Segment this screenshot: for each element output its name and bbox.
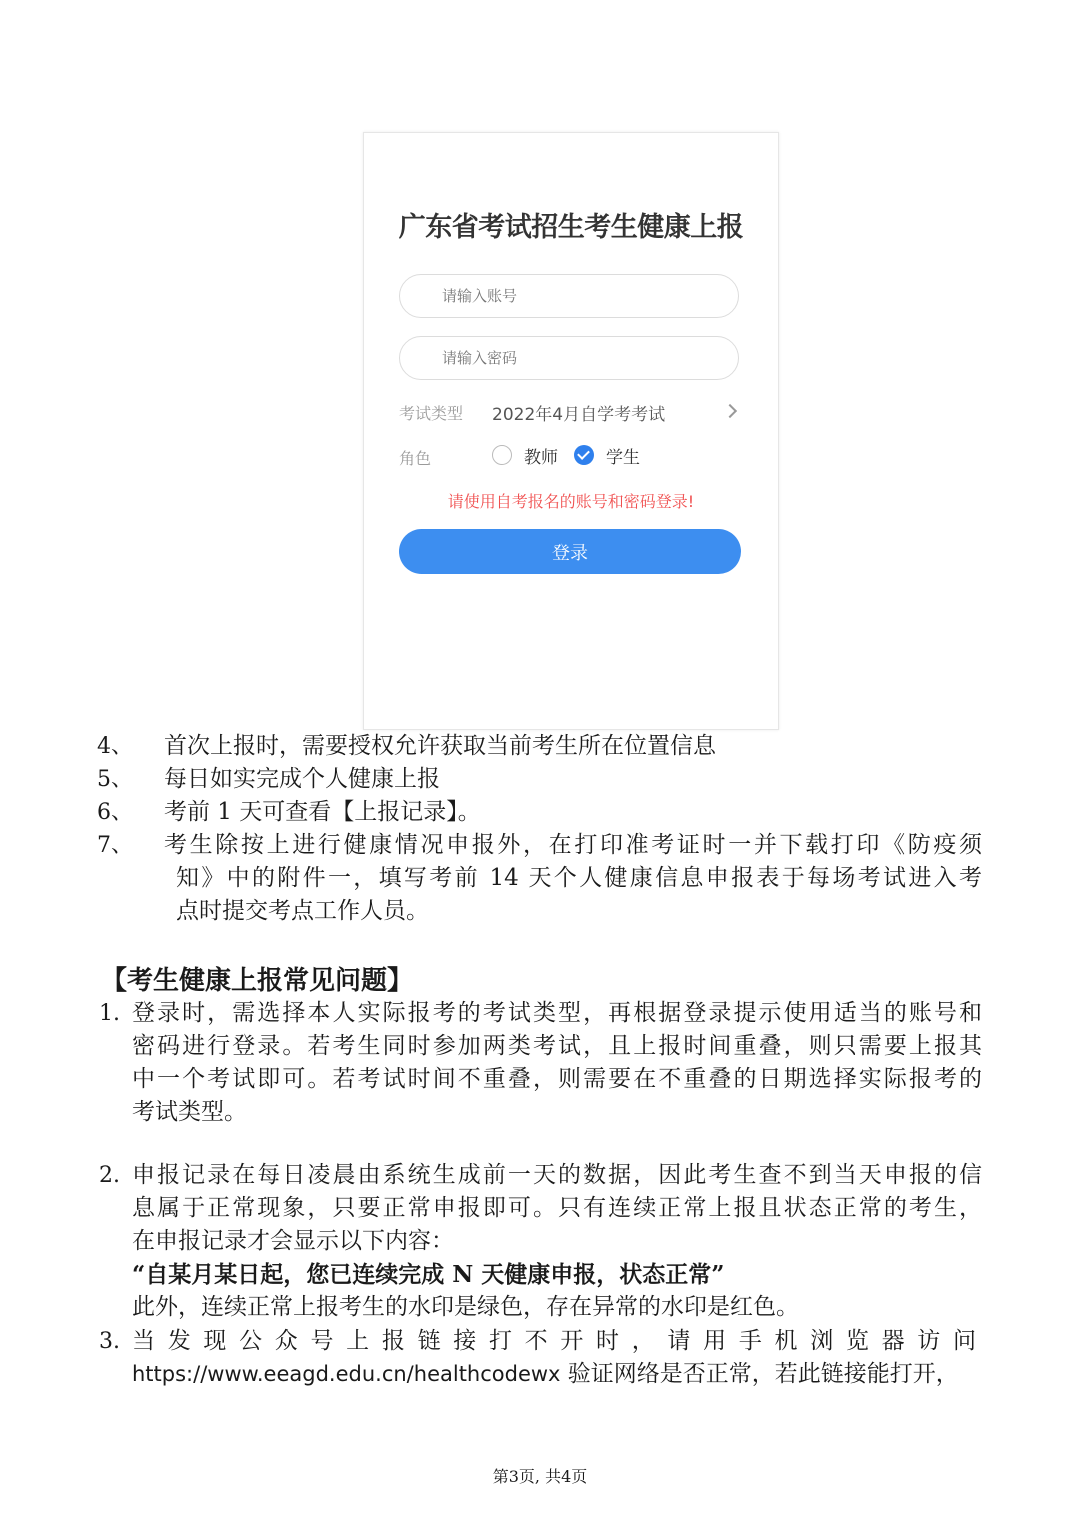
role-label: 角色 <box>399 449 432 468</box>
login-button[interactable]: 登录 <box>399 529 741 574</box>
faq-text: 验证网络是否正常，若此链接能打开， <box>560 1361 959 1387</box>
faq-number: 1. <box>99 1001 120 1026</box>
password-field[interactable] <box>399 336 739 380</box>
faq-number: 3. <box>99 1329 120 1354</box>
step-text: 每日如实完成个人健康上报 <box>164 766 440 792</box>
role-selector <box>364 441 778 471</box>
faq-text: 密码进行登录。若考生同时参加两类考试，且上报时间重叠，则只需要上报其 <box>132 1033 982 1059</box>
app-title: 广东省考试招生考生健康上报 <box>398 212 744 243</box>
student-radio-checked-icon[interactable] <box>574 445 594 465</box>
faq-heading: 【考生健康上报常见问题】 <box>101 966 414 996</box>
chevron-right-icon <box>723 404 737 418</box>
step-text: 考生除按上进行健康情况申报外，在打印准考证时一并下载打印《防疫须 <box>164 832 982 858</box>
step-number: 4、 <box>97 734 133 759</box>
faq-text: 中一个考试即可。若考试时间不重叠，则需要在不重叠的日期选择实际报考的 <box>132 1066 982 1092</box>
faq-text-url-line <box>132 1358 959 1391</box>
faq-number: 2. <box>99 1163 120 1188</box>
step-text: 首次上报时，需要授权允许获取当前考生所在位置信息 <box>164 733 716 759</box>
faq-text: 登录时，需选择本人实际报考的考试类型，再根据登录提示使用适当的账号和 <box>132 1000 982 1026</box>
page-footer: 第3页, 共4页 <box>492 1467 588 1486</box>
exam-type-label: 考试类型 <box>399 404 464 423</box>
step-number: 6、 <box>97 800 133 825</box>
faq-text: 当发现公众号上报链接打不开时，请用手机浏览器访问 <box>132 1328 982 1354</box>
faq-text: 考试类型。 <box>132 1099 247 1125</box>
teacher-radio[interactable] <box>492 445 512 465</box>
faq-quote: “自某月某日起，您已连续完成 N 天健康申报，状态正常” <box>132 1261 725 1288</box>
login-screenshot <box>363 132 779 730</box>
health-report-link[interactable]: https://www.eeagd.edu.cn/healthcodewx <box>132 1362 561 1386</box>
login-hint: 请使用自考报名的账号和密码登录! <box>447 492 695 511</box>
step-text: 考前 1 天可查看【上报记录】。 <box>164 799 481 825</box>
faq-text: 此外，连续正常上报考生的水印是绿色，存在异常的水印是红色。 <box>132 1294 799 1320</box>
password-input[interactable] <box>400 337 738 379</box>
exam-type-value: 2022年4月自学考考试 <box>492 405 666 425</box>
step-number: 7、 <box>97 833 133 858</box>
step-text: 知》中的附件一，填写考前 14 天个人健康信息申报表于每场考试进入考 <box>176 865 982 891</box>
account-input[interactable] <box>400 275 738 317</box>
exam-type-selector[interactable] <box>364 397 778 427</box>
faq-text: 在申报记录才会显示以下内容： <box>132 1228 454 1254</box>
faq-text: 息属于正常现象，只要正常申报即可。只有连续正常上报且状态正常的考生， <box>132 1195 982 1221</box>
faq-text: 申报记录在每日凌晨由系统生成前一天的数据，因此考生查不到当天申报的信 <box>132 1162 982 1188</box>
account-field[interactable] <box>399 274 739 318</box>
teacher-radio-label[interactable]: 教师 <box>524 448 558 468</box>
student-radio-label[interactable]: 学生 <box>606 448 640 468</box>
step-number: 5、 <box>97 767 133 792</box>
step-text: 点时提交考点工作人员。 <box>176 898 429 924</box>
